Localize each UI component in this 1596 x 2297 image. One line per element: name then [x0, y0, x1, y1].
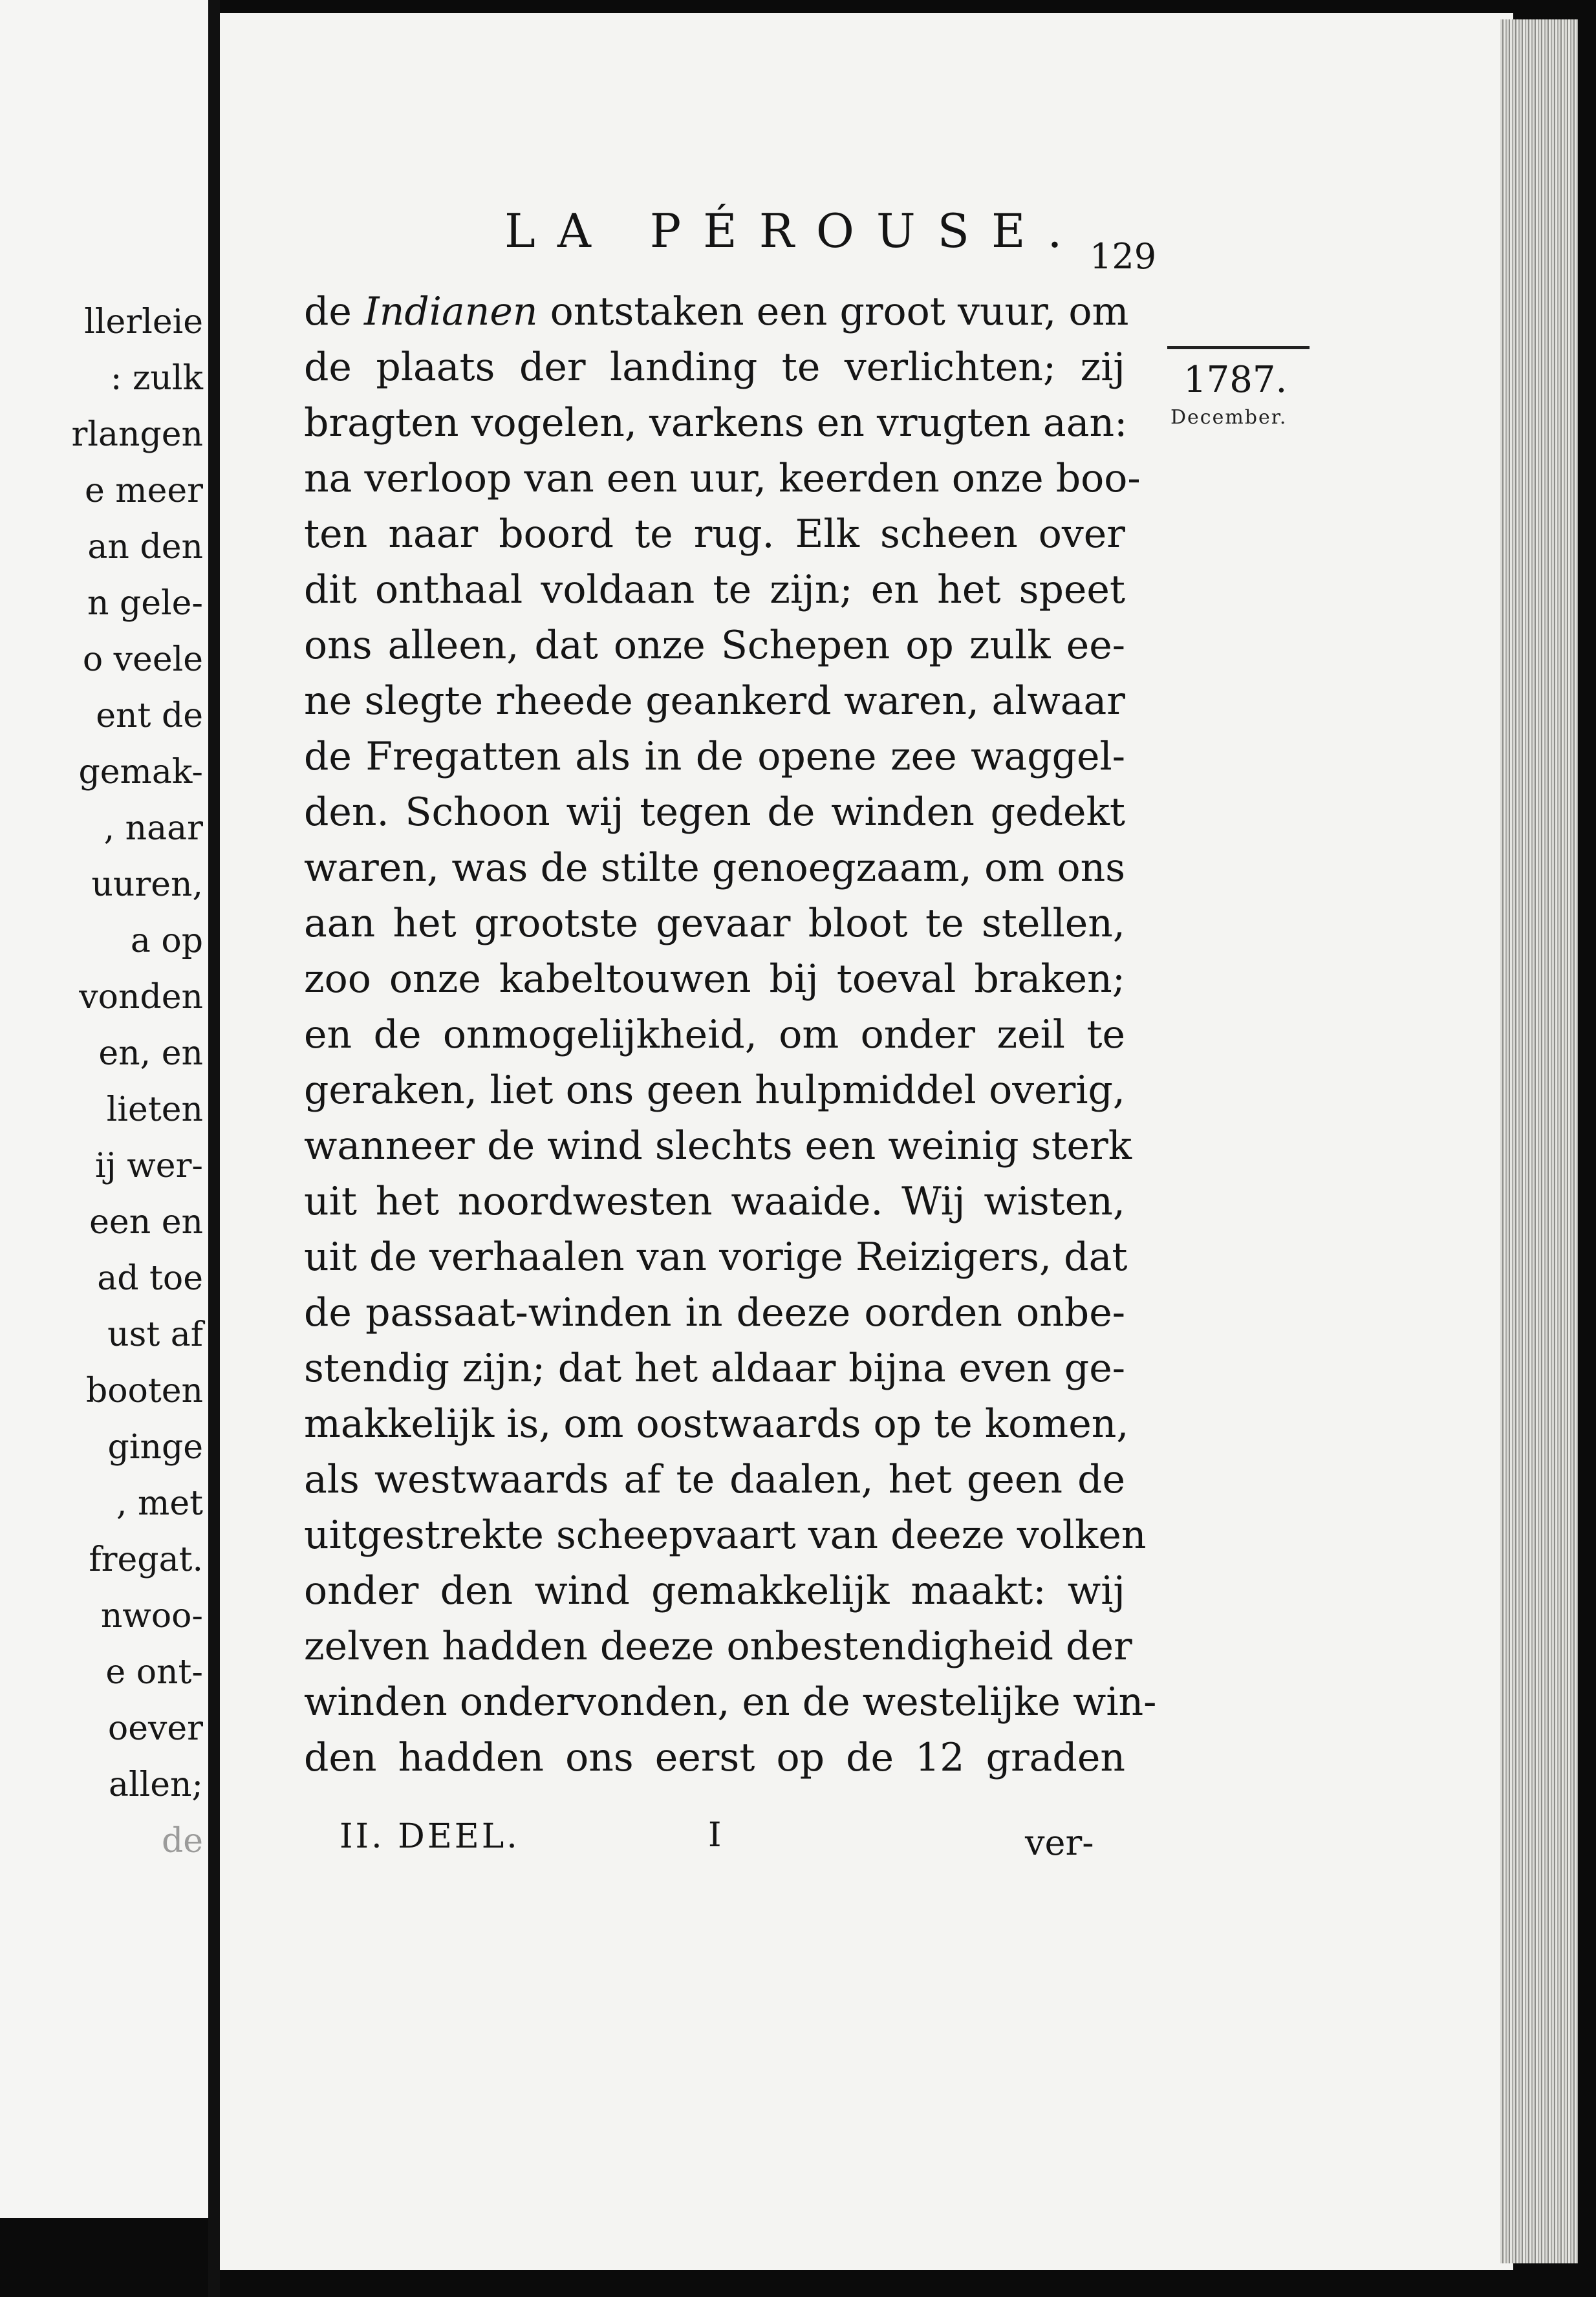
- text-line: zoo onze kabeltouwen bij toeval braken;: [304, 956, 1125, 1002]
- text-line: bragten vogelen, varkens en vrugten aan:: [304, 400, 1128, 446]
- left-page-line: , naar: [103, 809, 203, 848]
- left-page-line: a op: [130, 922, 203, 960]
- text-line: waren, was de stilte genoegzaam, om ons: [304, 845, 1125, 890]
- text-line: de plaats der landing te verlichten; zij: [304, 345, 1125, 390]
- italic-word: Indianen: [364, 289, 538, 334]
- left-page-line: allen;: [108, 1765, 203, 1804]
- left-page: [0, 0, 208, 2218]
- text-line: geraken, liet ons geen hulpmiddel overig,: [304, 1068, 1125, 1113]
- text-line: ten naar boord te rug. Elk scheen over: [304, 512, 1125, 557]
- text-line: makkelijk is, om oostwaards op te komen,: [304, 1401, 1129, 1447]
- left-page-line: fregat.: [89, 1540, 203, 1579]
- text-line: wanneer de wind slechts een weinig sterk: [304, 1123, 1132, 1169]
- signature-mark: I: [708, 1816, 722, 1855]
- left-page-line: uuren,: [91, 865, 203, 904]
- text-line: dit onthaal voldaan te zijn; en het speet: [304, 567, 1125, 612]
- left-page-line: , met: [116, 1484, 203, 1523]
- left-page-line: en, en: [98, 1034, 203, 1073]
- left-page-line: e meer: [84, 471, 203, 510]
- text-line: uit de verhaalen van vorige Reizigers, dat: [304, 1235, 1128, 1280]
- left-page-line: lieten: [106, 1090, 203, 1129]
- margin-note-year: 1787.: [1183, 359, 1288, 401]
- catchword: ver-: [1025, 1822, 1094, 1863]
- text-line: als westwaards af te daalen, het geen de: [304, 1457, 1125, 1502]
- text-line: ons alleen, dat onze Schepen op zulk ee-: [304, 623, 1125, 668]
- text-line: de Indianen ontstaken een groot vuur, om: [304, 289, 1129, 334]
- left-page-line: oever: [107, 1709, 203, 1748]
- left-page-line: : zulk: [110, 359, 203, 398]
- text-line: de passaat-winden in deeze oorden onbe-: [304, 1290, 1125, 1335]
- text-line: zelven hadden deeze onbestendigheid der: [304, 1624, 1132, 1669]
- left-page-line: llerleie: [84, 303, 203, 341]
- page-edges: [1500, 19, 1578, 2263]
- signature-label: II. DEEL.: [340, 1817, 520, 1856]
- book-gutter: [208, 0, 220, 2297]
- text-line: ne slegte rheede geankerd waren, alwaar: [304, 678, 1125, 724]
- text-line: en de onmogelijkheid, om onder zeil te: [304, 1012, 1125, 1057]
- running-head: LA PÉROUSE.: [504, 204, 1084, 258]
- text-line: de Fregatten als in de opene zee waggel-: [304, 734, 1125, 779]
- left-page-line: n gele-: [87, 584, 203, 623]
- left-page-line: een en: [89, 1203, 203, 1242]
- left-page-line: nwoo-: [100, 1597, 203, 1635]
- left-page-line: gemak-: [78, 753, 203, 792]
- text-line: uitgestrekte scheepvaart van deeze volken: [304, 1513, 1147, 1558]
- text-line: aan het grootste gevaar bloot te stellen,: [304, 901, 1125, 946]
- left-page-line: vonden: [79, 978, 203, 1017]
- text-line: den. Schoon wij tegen de winden gedekt: [304, 790, 1125, 835]
- left-page-line: e ont-: [105, 1653, 203, 1692]
- left-page-line: ent de: [96, 696, 203, 735]
- left-page-line: ij wer-: [95, 1147, 203, 1185]
- margin-note-month: December.: [1170, 406, 1288, 429]
- text-line: stendig zijn; dat het aldaar bijna even ge-: [304, 1346, 1125, 1391]
- left-page-line: o veele: [82, 640, 203, 679]
- page-number: 129: [1090, 236, 1157, 277]
- left-page-line: an den: [87, 528, 203, 566]
- left-page-line: rlangen: [71, 415, 203, 454]
- left-page-line: de: [161, 1822, 203, 1860]
- text-line: den hadden ons eerst op de 12 graden: [304, 1735, 1125, 1780]
- margin-rule: [1167, 346, 1310, 349]
- text-line: na verloop van een uur, keerden onze boo-: [304, 456, 1141, 501]
- left-page-line: ad toe: [97, 1259, 203, 1298]
- text-line: onder den wind gemakkelijk maakt: wij: [304, 1568, 1125, 1613]
- left-page-line: booten: [85, 1372, 203, 1410]
- left-page-line: ust af: [107, 1315, 203, 1354]
- text-line: winden ondervonden, en de westelijke win-: [304, 1679, 1157, 1725]
- left-page-line: ginge: [107, 1428, 203, 1467]
- text-line: uit het noordwesten waaide. Wij wisten,: [304, 1179, 1125, 1224]
